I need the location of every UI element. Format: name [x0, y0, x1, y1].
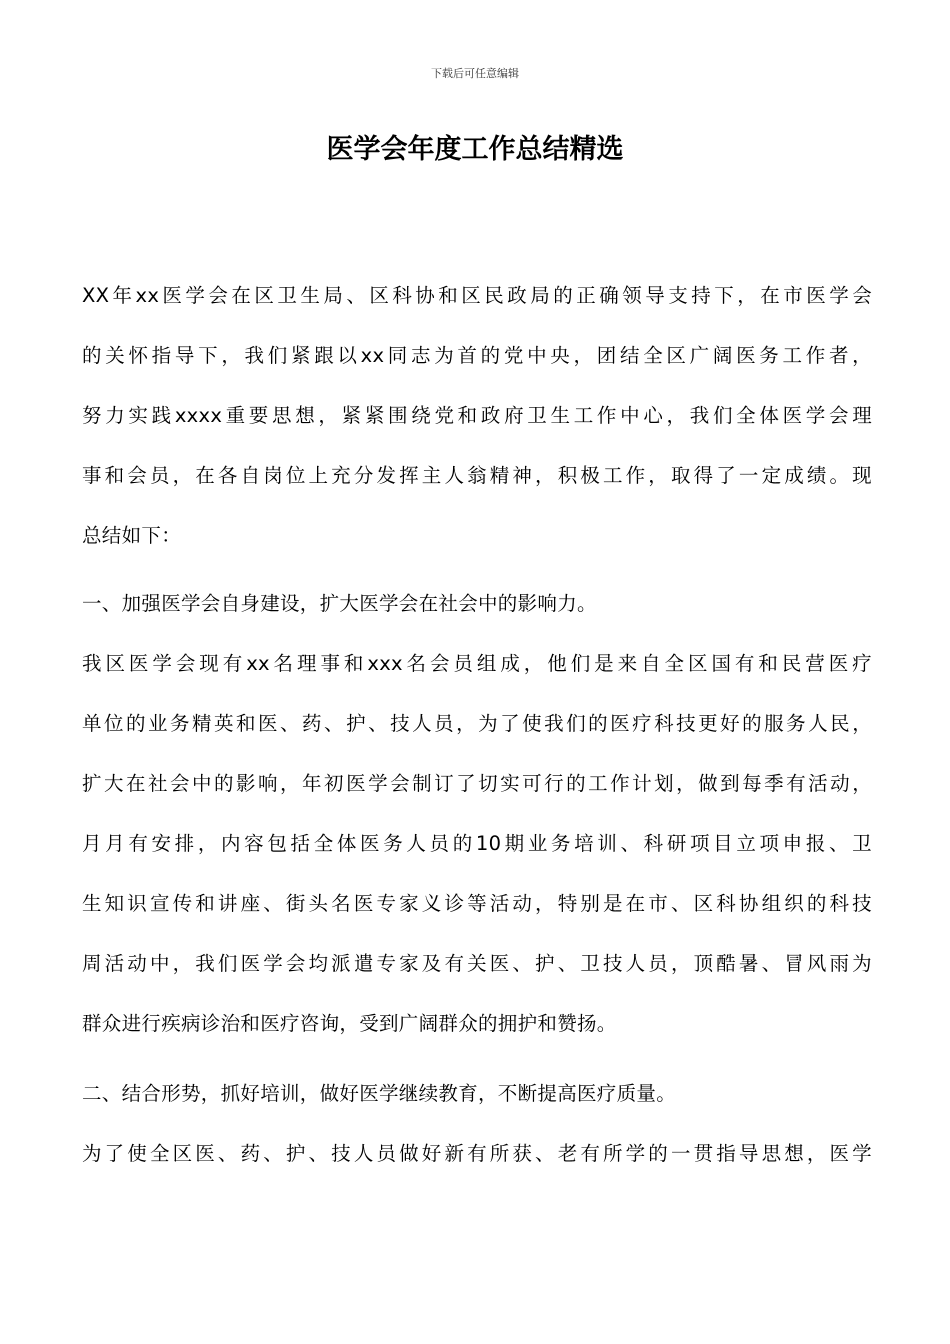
text-line: 二、结合形势，抓好培训，做好医学继续教育，不断提高医疗质量。: [82, 1082, 677, 1105]
section-heading-1: [82, 590, 872, 650]
text-line: 为了使全区医、药、护、技人员做好新有所获、老有所学的一贯指导思想，医学: [82, 1142, 872, 1165]
text-line: 生知识宣传和讲座、街头名医专家义诊等活动，特别是在市、区科协组织的科技: [82, 892, 872, 915]
text-line: 单位的业务精英和医、药、护、技人员，为了使我们的医疗科技更好的服务人民，: [82, 712, 872, 735]
paragraph-section-2: [82, 1140, 872, 1200]
text-line: 周活动中，我们医学会均派遣专家及有关医、护、卫技人员，顶酷暑、冒风雨为: [82, 952, 872, 975]
text-line: 扩大在社会中的影响，年初医学会制订了切实可行的工作计划，做到每季有活动，: [82, 772, 872, 795]
section-heading-2: [82, 1080, 872, 1140]
text-line: 群众进行疾病诊治和医疗咨询，受到广阔群众的拥护和赞扬。: [82, 1012, 617, 1035]
paragraph-intro: [82, 282, 872, 582]
text-line: 我区医学会现有xx名理事和xxx名会员组成，他们是来自全区国有和民营医疗: [82, 652, 872, 675]
text-line: 的关怀指导下，我们紧跟以xx同志为首的党中央，团结全区广阔医务工作者，: [82, 344, 872, 367]
text-line: XX年xx医学会在区卫生局、区科协和区民政局的正确领导支持下，在市医学会: [82, 284, 872, 307]
text-line: 努力实践xxxx重要思想，紧紧围绕党和政府卫生工作中心，我们全体医学会理: [82, 404, 872, 427]
header-note: 下载后可任意编辑: [431, 67, 519, 80]
text-line: 总结如下：: [82, 524, 182, 547]
paragraph-section-1: [82, 650, 872, 1070]
text-line: 一、加强医学会自身建设，扩大医学会在社会中的影响力。: [82, 592, 597, 615]
text-line: 事和会员，在各自岗位上充分发挥主人翁精神，积极工作，取得了一定成绩。现: [82, 464, 872, 487]
text-line: 月月有安排，内容包括全体医务人员的10期业务培训、科研项目立项申报、卫: [82, 832, 872, 855]
document-title: 医学会年度工作总结精选: [326, 134, 624, 165]
